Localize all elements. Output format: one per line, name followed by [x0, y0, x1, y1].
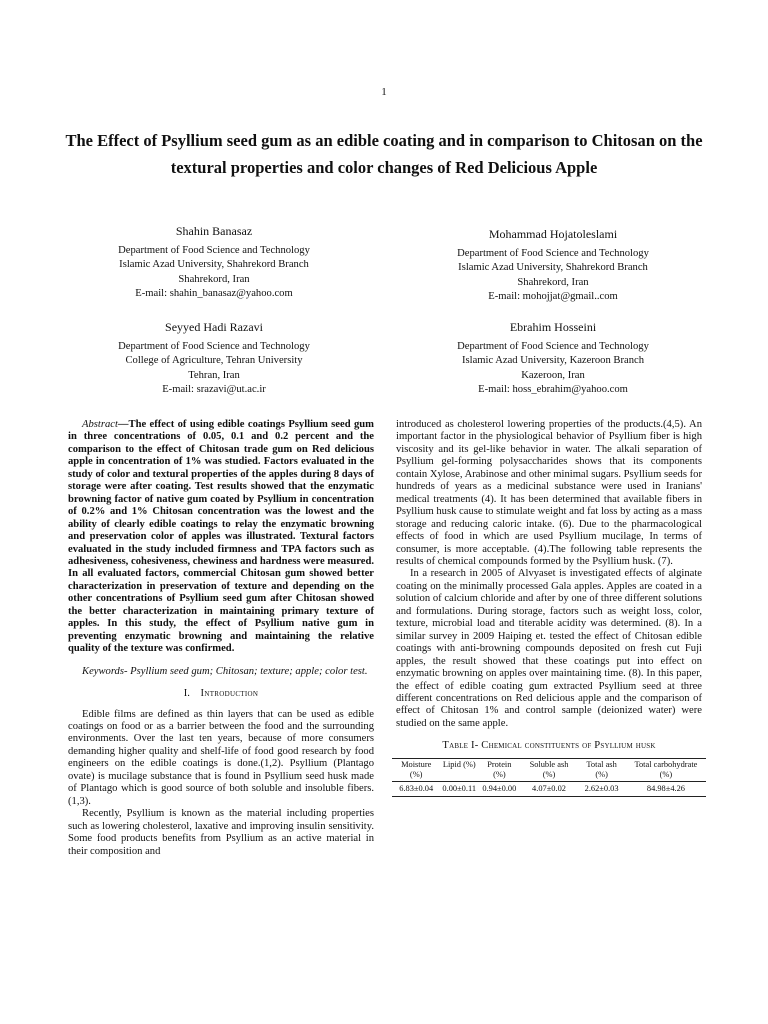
author-institution: Islamic Azad University, Kazeroon Branch	[462, 355, 644, 367]
abstract-text: The effect of using edible coatings Psyllium seed gum in three concentrations of 0.05, 0.1 and 0.2 percent and the comparison to the effect of Chitosan trade gum on Red delicious apple in concentration of 1% was studied. Factors evaluated in the study of color and textural properties of the apples during 8 days of storage were after coating. Test results showed that the enzymatic browning factor of native gum coated by Psyllium in concentration of 0.2% and 1% Chitosan concentration was the lowest and the ability of clearly edible coatings to relay the enzymatic browning and preservation color of apples was illustrated. Textural factors evaluated in the study included firmness and TPA factors such as adhesiveness, cohesiveness, chewiness and hardness were measured. In all evaluated factors, commercial Chitosan gum showed better characterization in preservation of texture and depending on the other concentrations of Psyllium seed gum after Chitosan showed the better characterization in maintaining primary texture of apples. In this study, the effect of Psyllium native gum in preventing enzymatic browning and maintaining the relative quality of the texture was confirmed.	[68, 419, 374, 655]
column-header: Soluble ash (%)	[521, 758, 578, 781]
author-city: Shahrekord, Iran	[517, 276, 589, 288]
author-institution: Islamic Azad University, Shahrekord Branch	[119, 259, 309, 271]
paper-title: The Effect of Psyllium seed gum as an edible coating and in comparison to Chitosan on the textural properties and color changes of Red Delicious Apple	[65, 131, 703, 177]
column-header: Total ash (%)	[577, 758, 626, 781]
author-block	[403, 320, 703, 398]
table-row	[392, 781, 706, 796]
table-cell: 0.94±0.00	[478, 781, 521, 796]
chemical-constituents-table	[392, 758, 706, 797]
author-institution: College of Agriculture, Tehran University	[125, 355, 303, 367]
table-cell: 2.62±0.03	[577, 781, 626, 796]
author-block	[403, 227, 703, 305]
author-block	[64, 320, 364, 398]
column-header: Protein (%)	[478, 758, 521, 781]
author-name: Shahin Banasaz	[175, 224, 253, 238]
paragraph: Edible films are defined as thin layers that can be used as edible coatings on food or as a barrier between the food and the surrounding environments. Over the last ten years, because of more consumers demanding higher quality and shelf-life of food good research by food engineers on the edible coatings is done.(1,2). Psyllium (Plantago ovate) is mucilage substance that is found in Psyllium seed husk made of Plantago which is good source of both soluble and insoluble fibers. (1,3).	[68, 708, 374, 807]
table-caption: Table I- Chemical constituents of Psyllium husk	[442, 740, 656, 752]
abstract-dash: —	[117, 419, 129, 430]
author-name: Mohammad Hojatoleslami	[488, 227, 618, 241]
table-cell: 0.00±0.11	[440, 781, 478, 796]
author-city: Tehran, Iran	[188, 369, 240, 381]
column-header: Lipid (%)	[440, 758, 478, 781]
abstract	[68, 419, 374, 656]
page-number: 1	[381, 86, 387, 98]
author-department: Department of Food Science and Technology	[457, 340, 649, 352]
section-numeral: I.	[183, 688, 190, 700]
author-department: Department of Food Science and Technology	[118, 244, 310, 256]
table-cell: 4.07±0.02	[521, 781, 578, 796]
paragraph: In a research in 2005 of Alvyaset is investigated effects of alginate coating on the minimally processed Gala apples. Apples are coated in a solution of calcium chloride and after by one of three different solutions and formulations. During storage, factors such as weight loss, color, texture, microbial load and titerable acidity was determined. (8). In a similar survey in 2009 Haiping et. tested the effect of Chitosan edible coatings with anti-browning compounds deposited on fresh cut Fuji apples, the result showed that these coatings put into effect on enzymatic browning on apples over maintaining time. (8). In this paper, the effect of edible coating gum extracted Psyllium seed at three different concentrations on Red delicious apple and the comparison of effect of Chitosan 1% and control sample (deionized water) were studied on the same apple.	[396, 568, 702, 729]
section-title: Introduction	[200, 688, 259, 700]
author-name: Ebrahim Hosseini	[509, 320, 597, 334]
author-email[interactable]: E-mail: srazavi@ut.ac.ir	[162, 384, 266, 396]
author-email[interactable]: E-mail: shahin_banasaz@yahoo.com	[135, 288, 293, 300]
section-heading	[68, 688, 374, 700]
right-column	[396, 419, 702, 797]
column-header: Moisture (%)	[392, 758, 440, 781]
table-cell: 84.98±4.26	[626, 781, 706, 796]
paragraph: introduced as cholesterol lowering properties of the products.(4,5). An important factor in the physiological behavior of Psyllium fiber is high viscosity and its gel-like behavior in water. The alkali separation of Psyllium gel-forming polysaccharides shows that its components contain Xylose, Arabinose and other minimal sugars. Psyllium seeds for hundreds of years as a medicinal substance were used in Iranians' medical treatments (4). It has been determined that available fibers in Psyllium husk cause to stimulate weight and fat loss by acting as a mass storage and reducing caloric intake. (6). Due to the pharmacological effects of food in which are used Psyllium mucilage, In terms of consumer, is more acceptable. (4).The following table represents the results of chemical compounds formed by the Psyllium husk. (7).	[396, 419, 702, 567]
author-institution: Islamic Azad University, Shahrekord Branch	[458, 262, 648, 274]
author-block	[64, 224, 364, 302]
author-department: Department of Food Science and Technology	[118, 340, 310, 352]
author-email[interactable]: E-mail: hoss_ebrahim@yahoo.com	[478, 384, 628, 396]
author-city: Kazeroon, Iran	[521, 369, 585, 381]
author-department: Department of Food Science and Technology	[457, 247, 649, 259]
author-name: Seyyed Hadi Razavi	[165, 320, 263, 334]
paragraph: Recently, Psyllium is known as the material including properties such as lowering cholesterol, laxative and improving insulin sensitivity. Some food products benefits from Psyllium as an active material in their composition and	[68, 808, 374, 857]
keywords: Keywords- Psyllium seed gum; Chitosan; texture; apple; color test.	[82, 665, 368, 677]
left-column	[68, 419, 374, 858]
author-city: Shahrekord, Iran	[178, 273, 250, 285]
column-header: Total carbohydrate (%)	[626, 758, 706, 781]
table-header-row	[392, 758, 706, 781]
abstract-label: Abstract	[82, 419, 118, 430]
author-email[interactable]: E-mail: mohojjat@gmail..com	[488, 291, 618, 303]
table-cell: 6.83±0.04	[392, 781, 440, 796]
